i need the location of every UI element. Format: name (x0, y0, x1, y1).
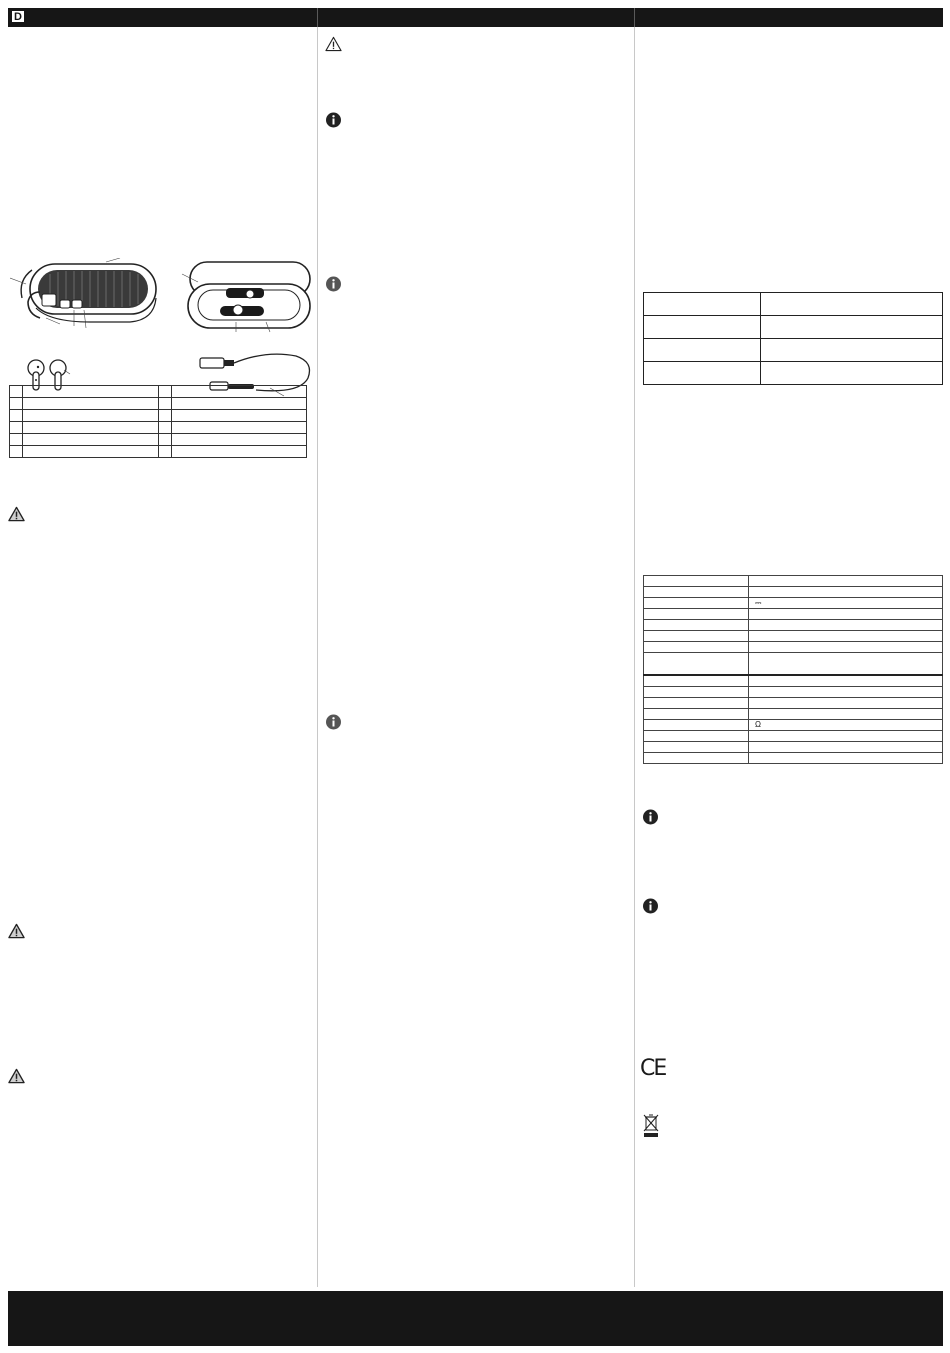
info-circle-icon (642, 898, 659, 914)
table-row (644, 675, 943, 687)
table-row (10, 398, 307, 410)
warning-triangle-icon (8, 923, 25, 939)
table-row (644, 742, 943, 753)
column-divider (317, 27, 318, 1287)
info-circle-icon (325, 112, 342, 128)
info-circle-icon (325, 276, 342, 292)
warning-triangle-icon (8, 1068, 25, 1084)
table-row (644, 687, 943, 698)
table-row (644, 598, 943, 609)
warning-triangle-icon (8, 506, 25, 522)
column-divider (634, 27, 635, 1287)
table-row (644, 587, 943, 598)
table-row (644, 609, 943, 620)
header-bar (8, 8, 943, 27)
table-row (644, 631, 943, 642)
parts-table (9, 385, 307, 458)
table-row (10, 422, 307, 434)
specifications-table (643, 575, 943, 764)
dc-symbol: ⎓ (749, 598, 943, 609)
table-row (644, 698, 943, 709)
info-circle-icon (325, 714, 342, 730)
table-row (644, 576, 943, 587)
warning-triangle-icon (325, 36, 342, 52)
table-row (644, 362, 943, 385)
header-separator (634, 8, 635, 27)
table-row (10, 410, 307, 422)
table-row (644, 720, 943, 731)
table-row (644, 316, 943, 339)
header-separator (317, 8, 318, 27)
footer-bar (8, 1291, 943, 1346)
table-row (10, 446, 307, 458)
table-row (644, 339, 943, 362)
info-circle-icon (642, 809, 659, 825)
crossed-out-bin-icon (642, 1113, 660, 1139)
table-row (644, 293, 943, 316)
info-table (643, 292, 943, 385)
table-row (644, 709, 943, 720)
table-row (644, 731, 943, 742)
charging-case-closed-illustration (10, 258, 160, 338)
table-row (644, 620, 943, 631)
ohm-symbol: Ω (749, 720, 943, 731)
table-row (10, 386, 307, 398)
table-row (10, 434, 307, 446)
ce-mark: CE (640, 1056, 666, 1081)
charging-case-open-illustration (178, 258, 313, 338)
table-row (644, 753, 943, 764)
language-badge: D (11, 10, 25, 23)
table-row (644, 653, 943, 676)
table-row (644, 642, 943, 653)
